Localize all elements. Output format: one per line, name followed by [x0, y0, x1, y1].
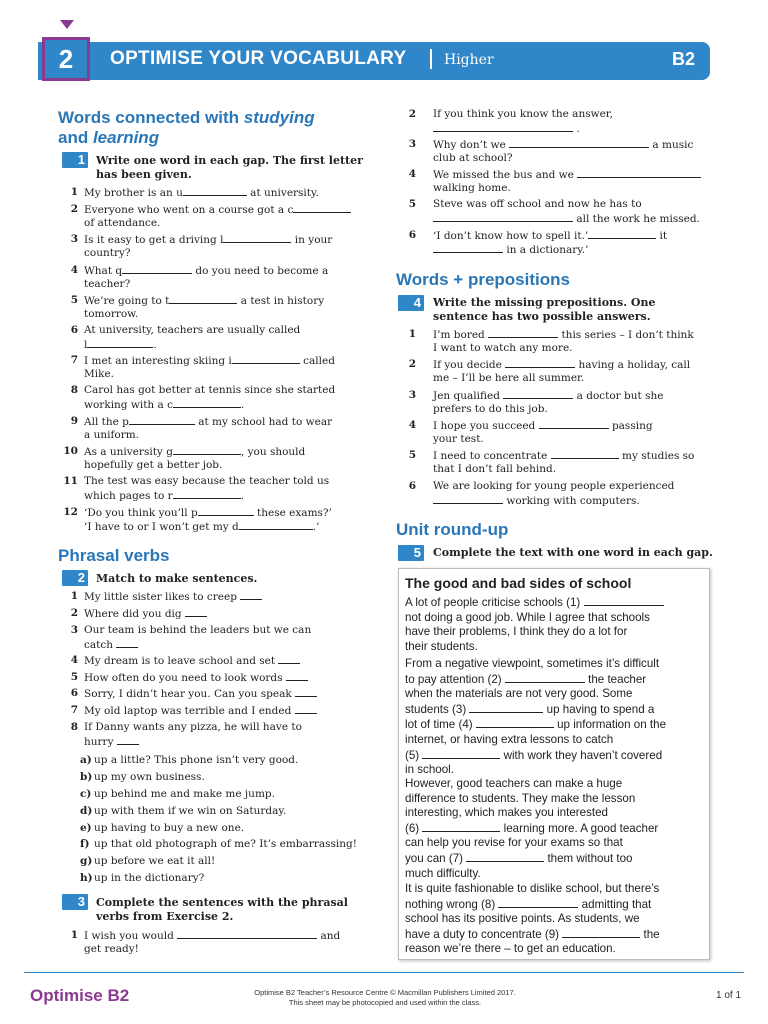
exercise-item — [400, 327, 710, 355]
item-text: ‘Do you think you’ll p — [84, 507, 198, 519]
text-line: learning more. A good teacher — [500, 821, 659, 835]
item-text: a music — [649, 139, 694, 151]
text-line: the teacher — [584, 672, 647, 686]
option-letter: d) — [80, 805, 93, 817]
item-text: working with computers. — [503, 495, 640, 507]
exercise-item — [400, 197, 710, 225]
reading-title: The good and bad sides of school — [405, 575, 632, 591]
item-text: ‘I don’t know how to spell it.’ — [433, 230, 589, 242]
answer-gap[interactable] — [488, 327, 558, 338]
item-text: prefers to do this job. — [433, 403, 548, 415]
text-line: much difficulty. — [405, 866, 481, 880]
item-number: 12 — [63, 506, 78, 518]
answer-gap[interactable] — [503, 388, 573, 399]
text-line: not doing a good job. While I agree that schools — [405, 610, 650, 624]
exercise-instruction: Complete the text with one word in each gap. — [433, 546, 713, 559]
answer-gap[interactable] — [498, 897, 578, 908]
text-line: (5) — [405, 748, 423, 762]
item-text: of attendance. — [84, 217, 161, 229]
item-number: 6 — [408, 229, 416, 241]
option-letter: b) — [80, 771, 93, 783]
exercise-item — [62, 383, 382, 411]
exercise-number: 4 — [398, 295, 424, 311]
item-text: hurry — [84, 736, 114, 748]
paragraph-1 — [405, 595, 701, 654]
unit-number-badge: 2 — [42, 37, 90, 81]
answer-gap[interactable] — [116, 637, 138, 648]
item-text: The test was easy because the teacher told us — [84, 475, 330, 487]
option-item — [80, 770, 205, 784]
item-text: it — [656, 230, 668, 242]
option-item — [80, 854, 215, 868]
exercise-item — [62, 414, 382, 442]
text-line: nothing wrong (8) — [405, 897, 499, 911]
footer-brand: Optimise B2 — [30, 986, 130, 1005]
answer-gap[interactable] — [577, 167, 701, 178]
footer-divider — [24, 972, 744, 973]
item-text: What q — [84, 265, 123, 277]
item-text: My little sister likes to creep — [84, 591, 237, 603]
exercise-item — [62, 720, 382, 748]
exercise-item — [400, 448, 710, 476]
item-number: 4 — [408, 168, 416, 180]
item-number: 5 — [70, 671, 78, 683]
item-number: 2 — [70, 607, 78, 619]
text-line: can help you revise for your exams so that — [405, 836, 623, 850]
item-text: I hope you succeed — [433, 420, 536, 432]
answer-gap[interactable] — [232, 353, 300, 364]
item-text: Why don’t we — [433, 139, 506, 151]
answer-gap[interactable] — [286, 670, 308, 681]
text-line: their students. — [405, 639, 478, 653]
item-text: I’m bored — [433, 329, 485, 341]
item-number: 3 — [408, 138, 416, 150]
item-text: which pages to r — [84, 490, 173, 502]
exercise-number: 3 — [62, 894, 88, 910]
answer-gap[interactable] — [584, 595, 664, 606]
exercise-item — [62, 444, 382, 472]
item-number: 6 — [70, 324, 78, 336]
item-text: at my school had to wear — [194, 416, 333, 428]
item-text: a uniform. — [84, 429, 140, 441]
text-line: when the materials are not very good. Some — [405, 687, 633, 701]
item-number: 3 — [70, 233, 78, 245]
answer-gap[interactable] — [433, 242, 503, 253]
item-text: Mike. — [84, 368, 115, 380]
reading-text-box — [398, 568, 710, 960]
exercise-item — [400, 357, 710, 385]
item-text: I met an interesting skiing i — [84, 355, 232, 367]
answer-gap[interactable] — [539, 418, 609, 429]
exercise-number: 1 — [62, 152, 88, 168]
item-text: and — [317, 930, 341, 942]
instruction-line: sentence has two possible answers. — [433, 310, 651, 323]
option-letter: c) — [80, 788, 92, 800]
exercise-item — [62, 623, 382, 651]
exercise-item — [62, 323, 382, 351]
item-number: 9 — [70, 415, 78, 427]
title-italic: studying — [243, 108, 315, 127]
text-line: with work they haven’t covered — [500, 748, 663, 762]
item-text: having a holiday, call — [575, 359, 691, 371]
item-number: 1 — [408, 328, 416, 340]
item-number: 5 — [70, 294, 78, 306]
answer-gap[interactable] — [293, 202, 351, 213]
title-part: and — [58, 128, 93, 147]
exercise-item — [62, 928, 382, 956]
item-text: I wish you would — [84, 930, 174, 942]
instruction-line: Write one word in each gap. The first letter — [96, 154, 363, 167]
section-title-phrasal-verbs: Phrasal verbs — [58, 546, 170, 565]
option-letter: f) — [80, 838, 90, 850]
text-line: have their problems, I think they do a lot for — [405, 625, 628, 639]
item-text: this series – I don’t think — [558, 329, 694, 341]
answer-gap[interactable] — [173, 444, 241, 455]
item-number: 4 — [408, 419, 416, 431]
item-text: , you should — [240, 446, 306, 458]
text-line: difference to students. They make the lesson — [405, 791, 636, 805]
exercise-instruction — [96, 154, 363, 182]
item-number: 3 — [408, 389, 416, 401]
answer-gap[interactable] — [198, 505, 254, 516]
item-text: hopefully get a better job. — [84, 459, 223, 471]
text-line: reason we’re there – to get an education. — [405, 942, 616, 956]
exercise-item — [62, 353, 382, 381]
item-number: 4 — [70, 654, 78, 666]
option-text: up that old photograph of me? It’s embarrassing! — [94, 838, 357, 850]
text-line: students (3) — [405, 702, 470, 716]
text-line: to pay attention (2) — [405, 672, 505, 686]
answer-gap[interactable] — [223, 232, 291, 243]
item-text: . — [240, 490, 244, 502]
item-text: . — [153, 339, 157, 351]
item-text: I want to watch any more. — [433, 342, 573, 354]
text-line: them without too — [544, 851, 633, 865]
item-text: At university, teachers are usually called — [84, 324, 301, 336]
option-text: up with them if we win on Saturday. — [94, 805, 287, 817]
page-subtitle: Higher — [444, 52, 494, 68]
item-text: How often do you need to look words — [84, 672, 283, 684]
item-text: that I don’t fall behind. — [433, 463, 557, 475]
option-text: up before we eat it all! — [94, 855, 216, 867]
exercise-item — [62, 474, 382, 502]
item-number: 7 — [70, 704, 78, 716]
option-letter: h) — [80, 872, 93, 884]
item-number: 2 — [408, 108, 416, 120]
item-number: 5 — [408, 198, 416, 210]
exercise-item — [400, 137, 710, 165]
item-text: As a university g — [84, 446, 173, 458]
item-number: 1 — [70, 590, 78, 602]
item-text: tomorrow. — [84, 308, 139, 320]
text-line: you can (7) — [405, 851, 467, 865]
text-line: From a negative viewpoint, sometimes it’s difficult — [405, 657, 660, 670]
answer-gap[interactable] — [505, 672, 585, 683]
item-text: called — [299, 355, 335, 367]
answer-gap[interactable] — [122, 263, 192, 274]
item-text: teacher? — [84, 278, 131, 290]
exercise-item — [400, 479, 710, 507]
answer-gap[interactable] — [469, 702, 543, 713]
answer-gap[interactable] — [87, 337, 153, 348]
option-item — [80, 871, 204, 885]
item-number: 7 — [70, 354, 78, 366]
item-number: 6 — [408, 480, 416, 492]
item-text: My brother is an u — [84, 187, 183, 199]
instruction-line: verbs from Exercise 2. — [96, 910, 234, 923]
exercise-item — [400, 167, 710, 195]
answer-gap[interactable] — [476, 717, 554, 728]
item-text: All the p — [84, 416, 129, 428]
item-text: all the work he missed. — [573, 213, 700, 225]
section-title-studying — [58, 108, 315, 148]
copyright-line: This sheet may be photocopied and used within the class. — [288, 998, 482, 1007]
item-text: a test in history — [237, 295, 325, 307]
item-number: 1 — [70, 929, 78, 941]
paragraph-2 — [405, 657, 701, 778]
answer-gap[interactable] — [588, 228, 656, 239]
text-line: have a duty to concentrate (9) — [405, 927, 563, 941]
item-text: We missed the bus and we — [433, 169, 574, 181]
item-number: 3 — [70, 624, 78, 636]
item-text: a doctor but she — [573, 390, 664, 402]
paragraph-3 — [405, 777, 701, 881]
exercise-number: 2 — [62, 570, 88, 586]
footer-copyright — [240, 988, 530, 1008]
item-number: 8 — [70, 721, 78, 733]
item-text: get ready! — [84, 943, 139, 955]
item-text: walking home. — [433, 182, 511, 194]
item-text: .’ — [312, 521, 320, 533]
item-number: 2 — [70, 203, 78, 215]
option-text: up a little? This phone isn’t very good. — [94, 754, 299, 766]
item-text: My dream is to leave school and set — [84, 655, 276, 667]
exercise-item — [62, 263, 382, 291]
answer-gap[interactable] — [422, 821, 500, 832]
answer-gap[interactable] — [422, 748, 500, 759]
text-line: the — [640, 927, 660, 941]
answer-gap[interactable] — [295, 703, 317, 714]
answer-gap[interactable] — [562, 927, 640, 938]
item-text: If you think you know the answer, — [433, 108, 614, 120]
item-text: catch — [84, 639, 114, 651]
item-text: Everyone who went on a course got a c — [84, 204, 294, 216]
item-text: country? — [84, 247, 131, 259]
exercise-number: 5 — [398, 545, 424, 561]
paragraph-4 — [405, 882, 701, 957]
option-item — [80, 837, 357, 851]
item-text: do you need to become a — [192, 265, 329, 277]
exercise-instruction — [433, 296, 655, 324]
answer-gap[interactable] — [433, 211, 573, 222]
item-number: 2 — [408, 358, 416, 370]
item-text: working with a c — [84, 399, 174, 411]
answer-gap[interactable] — [129, 414, 195, 425]
text-line: in school. — [405, 763, 454, 777]
text-line: admitting that — [578, 897, 652, 911]
item-text: Where did you dig — [84, 608, 182, 620]
item-number: 1 — [70, 186, 78, 198]
section-title-round-up: Unit round-up — [396, 520, 509, 539]
item-number: 11 — [63, 475, 78, 487]
item-text: Our team is behind the leaders but we can — [84, 624, 312, 636]
item-text: passing — [608, 420, 653, 432]
item-text: . — [241, 399, 245, 411]
answer-gap[interactable] — [278, 653, 300, 664]
text-line: up having to spend a — [543, 702, 655, 716]
title-part: Words connected with — [58, 108, 244, 127]
title-italic: learning — [92, 128, 160, 147]
section-title-prepositions: Words + prepositions — [396, 270, 570, 289]
option-item — [80, 787, 275, 801]
item-text: If you decide — [433, 359, 502, 371]
exercise-instruction: Match to make sentences. — [96, 572, 258, 585]
option-letter: g) — [80, 855, 93, 867]
item-text: Carol has got better at tennis since she started — [84, 384, 336, 396]
item-number: 10 — [63, 445, 78, 457]
answer-gap[interactable] — [177, 928, 317, 939]
answer-gap[interactable] — [240, 589, 262, 600]
text-line: school has its positive points. As students, we — [405, 912, 640, 926]
answer-gap[interactable] — [169, 293, 237, 304]
item-text: l — [84, 339, 88, 351]
option-text: up my own business. — [94, 771, 205, 783]
item-text: ‘I have to or I won’t get my d — [84, 521, 239, 533]
page-title: OPTIMISE YOUR VOCABULARY — [110, 48, 407, 69]
item-text: I need to concentrate — [433, 450, 548, 462]
option-item — [80, 804, 286, 818]
instruction-line: Complete the sentences with the phrasal — [96, 896, 348, 909]
answer-gap[interactable] — [433, 493, 503, 504]
answer-gap[interactable] — [505, 357, 575, 368]
item-number: 4 — [70, 264, 78, 276]
copyright-line: Optimise B2 Teacher’s Resource Centre © Macmillan Publishers Limited 2017. — [254, 988, 516, 997]
item-text: We are looking for young people experienced — [433, 480, 675, 492]
item-text: My old laptop was terrible and I ended — [84, 705, 292, 717]
text-line: internet, or having extra lessons to catch — [405, 732, 614, 746]
item-text: in a dictionary.’ — [503, 244, 589, 256]
exercise-item — [62, 505, 382, 533]
answer-gap[interactable] — [509, 137, 649, 148]
item-text: Sorry, I didn’t hear you. Can you speak — [84, 688, 292, 700]
level-badge: B2 — [672, 49, 696, 69]
option-text: up in the dictionary? — [94, 872, 205, 884]
instruction-line: Write the missing prepositions. One — [433, 296, 656, 309]
text-line: lot of time (4) — [405, 718, 476, 732]
item-text: . — [576, 123, 580, 135]
option-item — [80, 753, 298, 767]
answer-gap[interactable] — [466, 851, 544, 862]
page-number: 1 of 1 — [716, 990, 742, 1001]
item-text: club at school? — [433, 152, 513, 164]
option-text: up behind me and make me jump. — [94, 788, 275, 800]
item-text: your test. — [433, 433, 484, 445]
item-text: Is it easy to get a driving l — [84, 234, 224, 246]
item-number: 5 — [408, 449, 416, 461]
exercise-item — [400, 107, 710, 135]
item-text: Jen qualified — [433, 390, 500, 402]
answer-gap[interactable] — [173, 488, 241, 499]
exercise-instruction — [96, 896, 348, 924]
exercise-item — [400, 418, 710, 446]
instruction-line: has been given. — [96, 168, 192, 181]
text-line: (6) — [405, 821, 423, 835]
answer-gap[interactable] — [173, 397, 241, 408]
item-text: these exams?’ — [253, 507, 332, 519]
item-text: at university. — [246, 187, 319, 199]
answer-gap[interactable] — [117, 734, 139, 745]
text-line: A lot of people criticise schools (1) — [405, 596, 584, 609]
item-text: Steve was off school and now he has to — [433, 198, 642, 210]
unit-marker-triangle — [60, 20, 74, 29]
item-text: in your — [291, 234, 333, 246]
item-number: 6 — [70, 687, 78, 699]
exercise-item — [400, 388, 710, 416]
option-letter: a) — [80, 754, 92, 766]
text-line: However, good teachers can make a huge — [405, 777, 623, 790]
text-line: interesting, which makes you interested — [405, 806, 608, 820]
item-text: me – I’ll be here all summer. — [433, 372, 585, 384]
answer-gap[interactable] — [183, 185, 247, 196]
item-text: my studies so — [618, 450, 695, 462]
header-separator — [430, 49, 432, 69]
exercise-item — [400, 228, 710, 256]
answer-gap[interactable] — [551, 448, 619, 459]
exercise-item — [62, 293, 382, 321]
text-line: up information on the — [553, 718, 667, 732]
item-number: 8 — [70, 384, 78, 396]
exercise-item — [62, 202, 382, 230]
answer-gap[interactable] — [185, 606, 207, 617]
exercise-item — [62, 232, 382, 260]
option-text: up having to buy a new one. — [94, 822, 245, 834]
option-item — [80, 821, 244, 835]
answer-gap[interactable] — [433, 121, 573, 132]
answer-gap[interactable] — [295, 686, 317, 697]
item-text: We’re going to t — [84, 295, 170, 307]
text-line: It is quite fashionable to dislike school, but there’s — [405, 882, 660, 895]
option-letter: e) — [80, 822, 92, 834]
item-text: If Danny wants any pizza, he will have to — [84, 721, 302, 733]
answer-gap[interactable] — [239, 519, 313, 530]
